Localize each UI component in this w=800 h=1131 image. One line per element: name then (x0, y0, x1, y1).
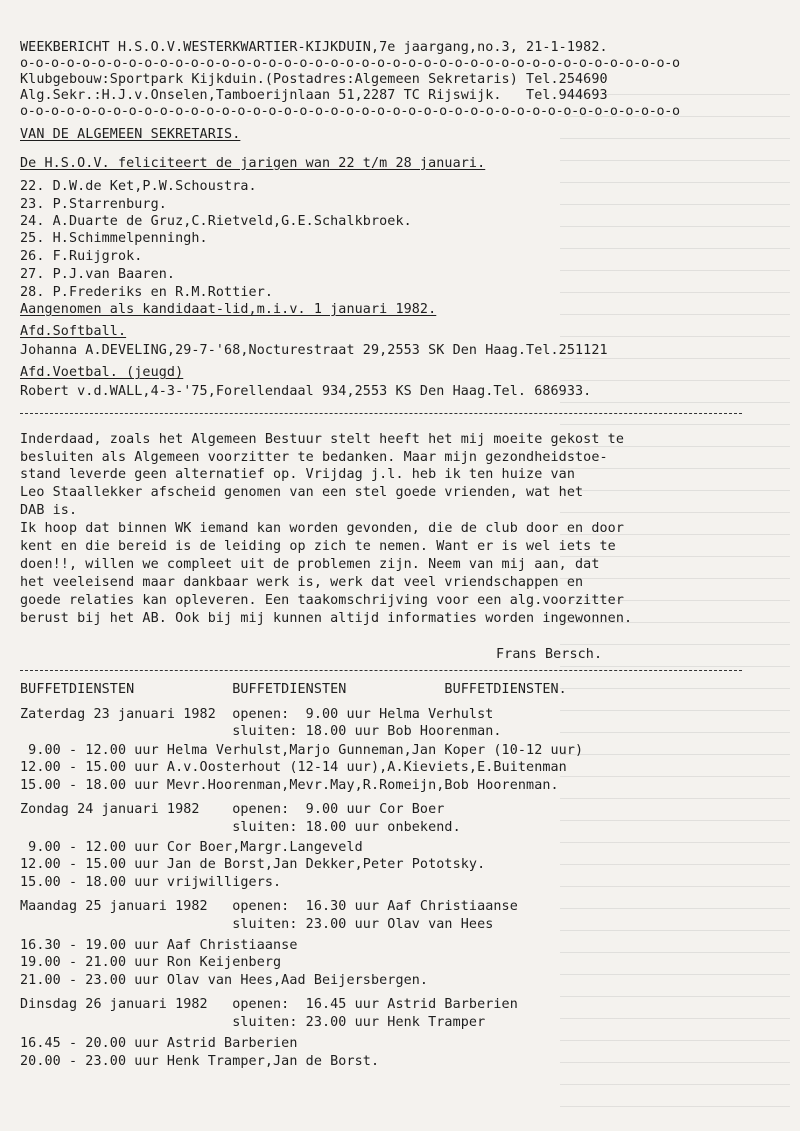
shift-line: 12.00 - 15.00 uur A.v.Oosterhout (12-14 uur),A.Kieviets,E.Buitenman (20, 760, 567, 775)
day-line: sluiten: 18.00 uur Bob Hoorenman. (20, 724, 502, 739)
birthday-heading: De H.S.O.V. feliciteert de jarigen wan 22 t/m 28 januari. (20, 156, 486, 171)
letter-line: DAB is. (20, 503, 78, 518)
birthday-item: 26. F.Ruijgrok. (20, 249, 143, 264)
letter-line: kent en die bereid is de leiding op zich te nemen. Want er is wel iets te (20, 539, 616, 554)
birthday-item: 25. H.Schimmelpenningh. (20, 231, 208, 246)
day-line: Zaterdag 23 januari 1982 openen: 9.00 uur Helma Verhulst (20, 707, 494, 722)
secretary-address: Alg.Sekr.:H.J.v.Onselen,Tamboerijnlaan 51,2287 TC Rijswijk. Tel.944693 (20, 88, 608, 103)
separator-line: o-o-o-o-o-o-o-o-o-o-o-o-o-o-o-o-o-o-o-o-o-o-o-o-o-o-o-o-o-o-o-o-o-o-o-o-o-o-o-o-o-o-o (20, 104, 680, 119)
letter-signature: Frans Bersch. (496, 647, 603, 662)
shift-line: 16.30 - 19.00 uur Aaf Christiaanse (20, 938, 298, 953)
member-entry: Robert v.d.WALL,4-3-'75,Forellendaal 934,2553 KS Den Haag.Tel. 686933. (20, 384, 592, 399)
letter-line: Ik hoop dat binnen WK iemand kan worden gevonden, die de club door en door (20, 521, 624, 536)
letter-line: het veeleisend maar dankbaar werk is, werk dat veel vriendschappen en (20, 575, 584, 590)
day-line: sluiten: 18.00 uur onbekend. (20, 820, 461, 835)
shift-line: 16.45 - 20.00 uur Astrid Barberien (20, 1036, 298, 1051)
shift-line: 15.00 - 18.00 uur Mevr.Hoorenman,Mevr.May,R.Romeijn,Bob Hoorenman. (20, 778, 559, 793)
day-line: Dinsdag 26 januari 1982 openen: 16.45 uur Astrid Barberien (20, 997, 518, 1012)
shift-line: 15.00 - 18.00 uur vrijwilligers. (20, 875, 282, 890)
section-heading: VAN DE ALGEMEEN SEKRETARIS. (20, 127, 241, 142)
shift-line: 9.00 - 12.00 uur Helma Verhulst,Marjo Gunneman,Jan Koper (10-12 uur) (20, 743, 584, 758)
new-members-heading: Aangenomen als kandidaat-lid,m.i.v. 1 januari 1982. (20, 302, 437, 317)
letter-line: doen!!, willen we compleet uit de problemen zijn. Neem van mij aan, dat (20, 557, 600, 572)
shift-line: 12.00 - 15.00 uur Jan de Borst,Jan Dekker,Peter Pototsky. (20, 857, 486, 872)
dept-softball-heading: Afd.Softball. (20, 324, 127, 339)
birthday-item: 22. D.W.de Ket,P.W.Schoustra. (20, 179, 257, 194)
shift-line: 9.00 - 12.00 uur Cor Boer,Margr.Langeveld (20, 840, 363, 855)
shift-line: 21.00 - 23.00 uur Olav van Hees,Aad Beijersbergen. (20, 973, 429, 988)
letter-line: Leo Staallekker afscheid genomen van een stel goede vrienden, wat het (20, 485, 584, 500)
day-line: Maandag 25 januari 1982 openen: 16.30 uur Aaf Christiaanse (20, 899, 518, 914)
shift-line: 20.00 - 23.00 uur Henk Tramper,Jan de Borst. (20, 1054, 380, 1069)
birthday-item: 24. A.Duarte de Gruz,C.Rietveld,G.E.Schalkbroek. (20, 214, 412, 229)
shift-line: 19.00 - 21.00 uur Ron Keijenberg (20, 955, 282, 970)
day-line: sluiten: 23.00 uur Henk Tramper (20, 1015, 486, 1030)
birthday-item: 23. P.Starrenburg. (20, 197, 167, 212)
day-line: sluiten: 23.00 uur Olav van Hees (20, 917, 494, 932)
dashed-divider (20, 670, 742, 671)
letter-line: stand leverde geen alternatief op. Vrijdag j.l. heb ik ten huize van (20, 467, 576, 482)
masthead-title: WEEKBERICHT H.S.O.V.WESTERKWARTIER-KIJKDUIN,7e jaargang,no.3, 21-1-1982. (20, 40, 608, 55)
buffet-heading: BUFFETDIENSTEN BUFFETDIENSTEN BUFFETDIENSTEN. (20, 682, 567, 697)
letter-line: besluiten als Algemeen voorzitter te bedanken. Maar mijn gezondheidstoe- (20, 450, 608, 465)
clubhouse-address: Klubgebouw:Sportpark Kijkduin.(Postadres:Algemeen Sekretaris) Tel.254690 (20, 72, 608, 87)
birthday-item: 27. P.J.van Baaren. (20, 267, 176, 282)
separator-line: o-o-o-o-o-o-o-o-o-o-o-o-o-o-o-o-o-o-o-o-o-o-o-o-o-o-o-o-o-o-o-o-o-o-o-o-o-o-o-o-o-o-o (20, 56, 680, 71)
day-line: Zondag 24 januari 1982 openen: 9.00 uur Cor Boer (20, 802, 445, 817)
letter-line: Inderdaad, zoals het Algemeen Bestuur stelt heeft het mij moeite gekost te (20, 432, 624, 447)
birthday-item: 28. P.Frederiks en R.M.Rottier. (20, 285, 274, 300)
dashed-divider (20, 413, 742, 414)
dept-football-heading: Afd.Voetbal. (jeugd) (20, 365, 184, 380)
letter-line: berust bij het AB. Ook bij mij kunnen altijd informaties worden ingewonnen. (20, 611, 633, 626)
member-entry: Johanna A.DEVELING,29-7-'68,Nocturestraat 29,2553 SK Den Haag.Tel.251121 (20, 343, 608, 358)
letter-line: goede relaties kan opleveren. Een taakomschrijving voor een alg.voorzitter (20, 593, 624, 608)
